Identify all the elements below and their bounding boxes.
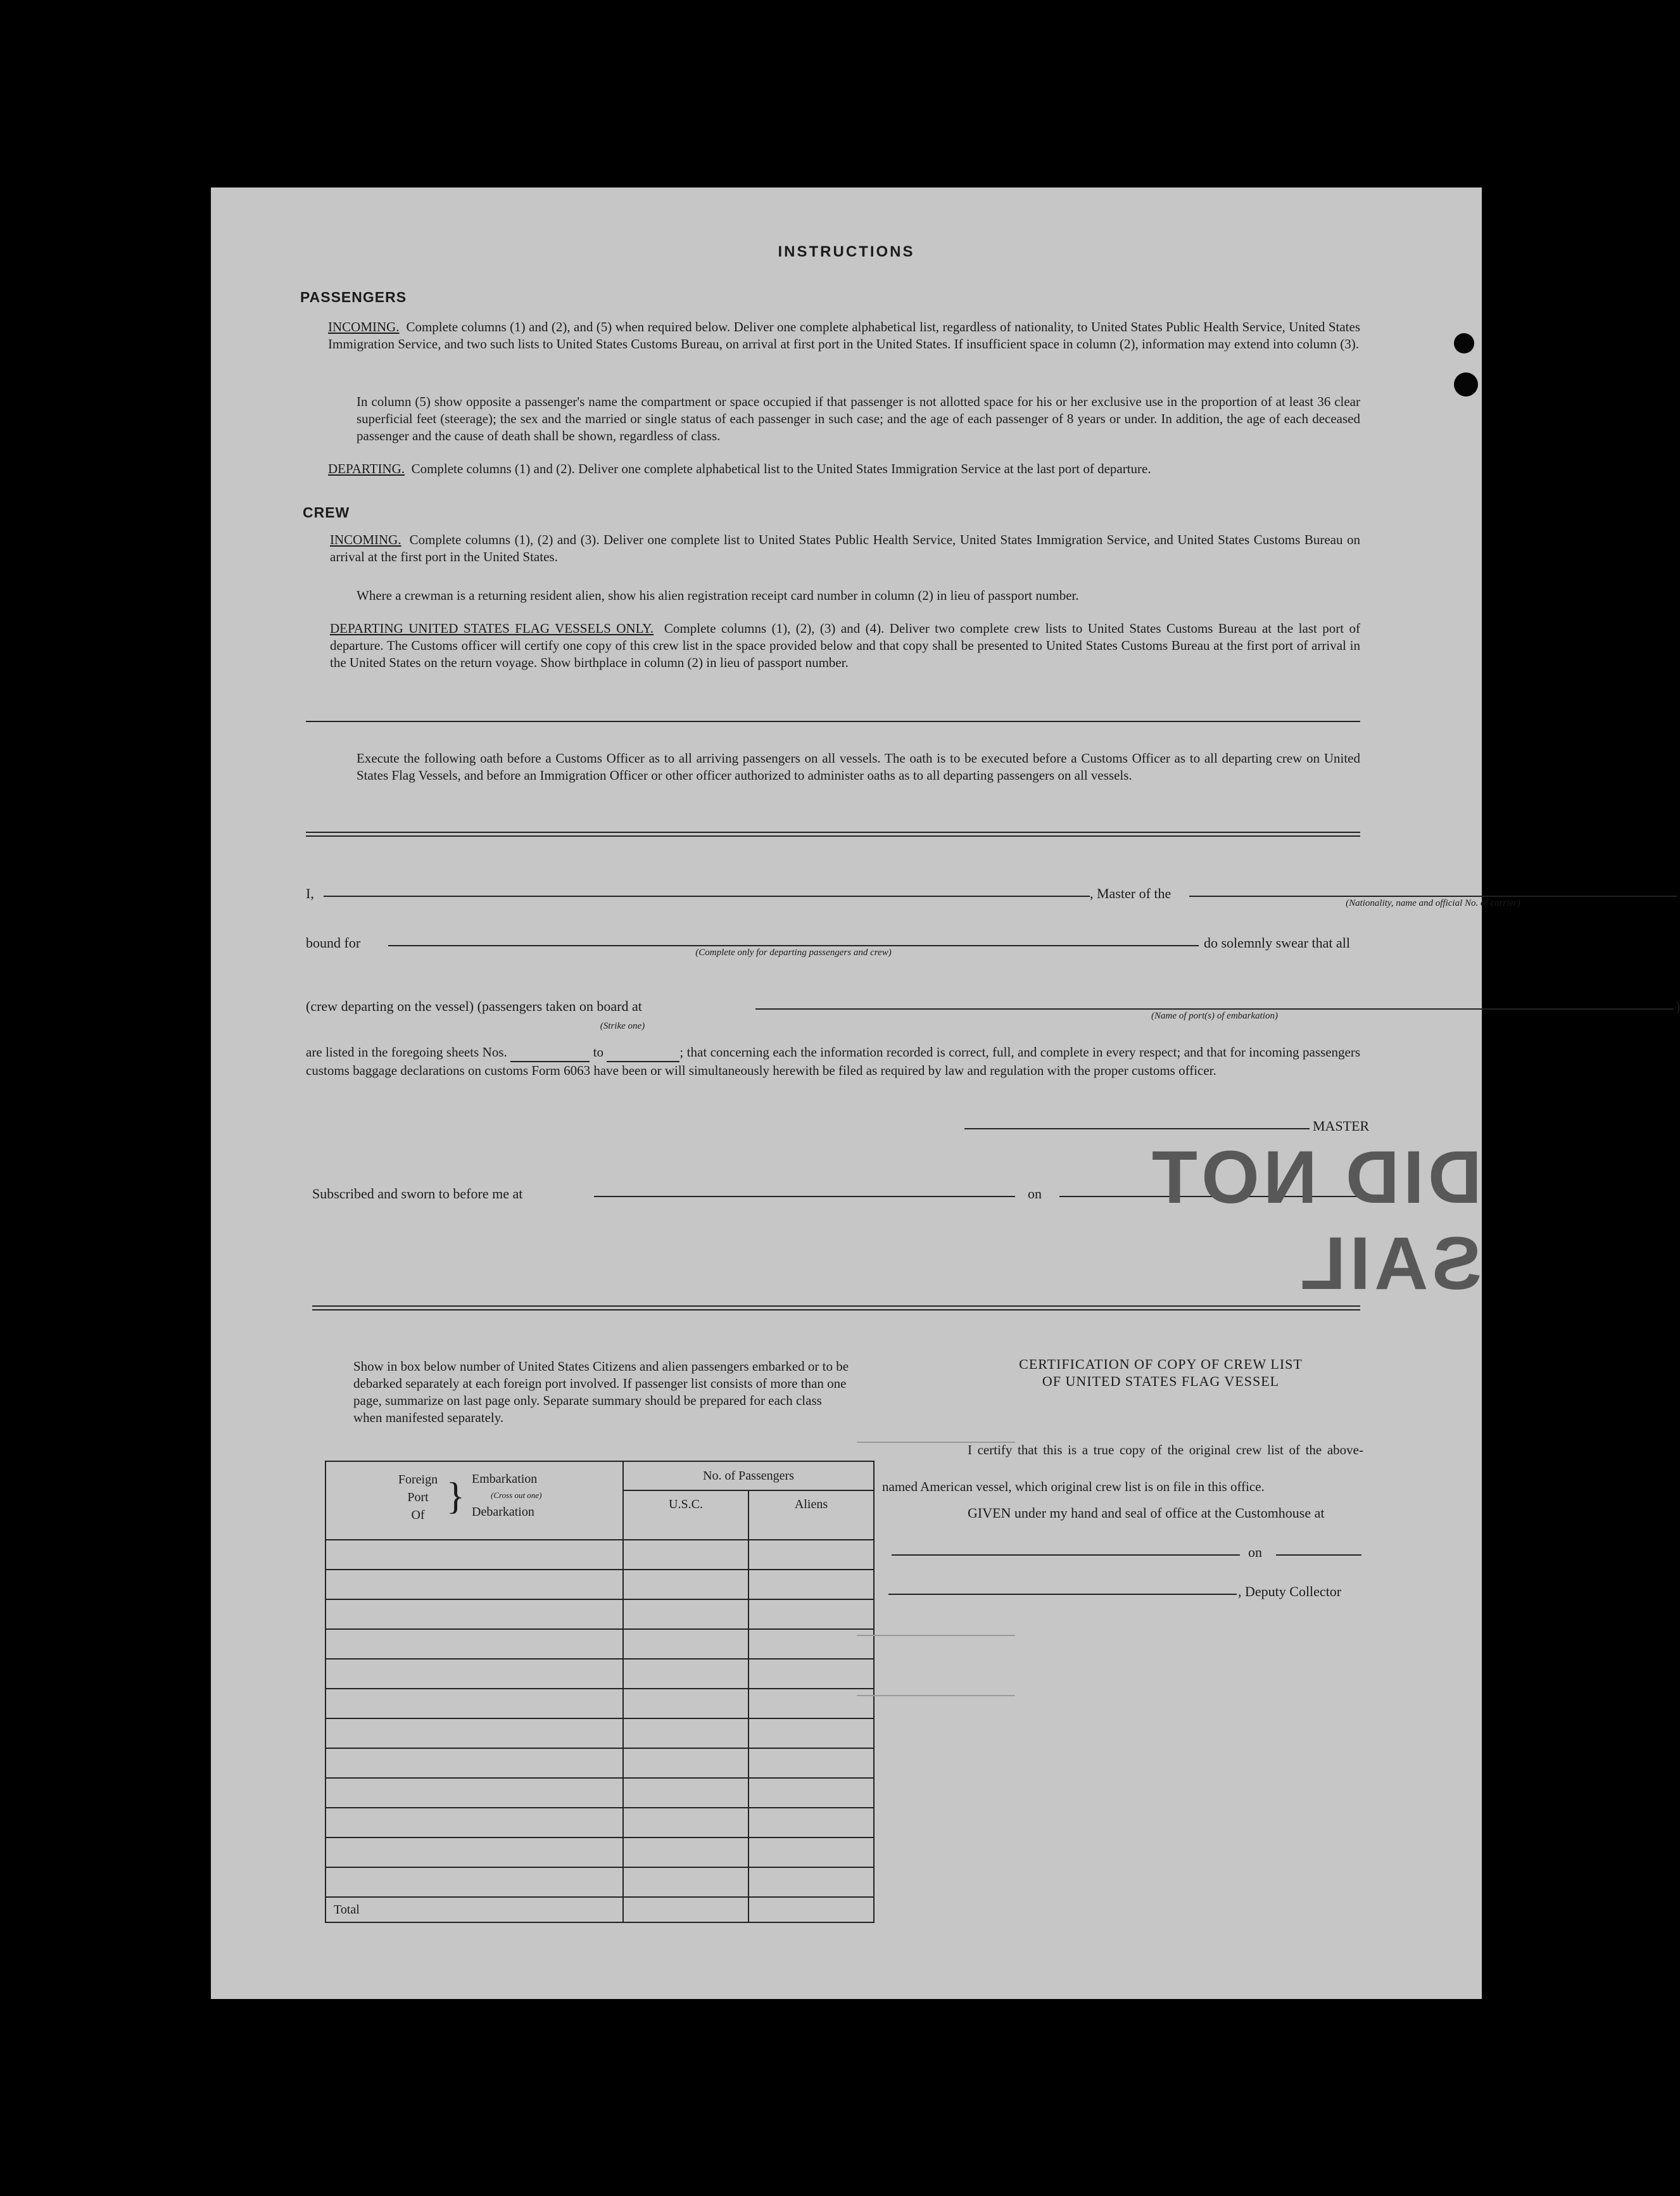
master-signature-field[interactable] [964, 1128, 1310, 1129]
crew-heading: CREW [303, 504, 350, 521]
aliens-cell[interactable] [748, 1629, 874, 1659]
did-not-sail-stamp: DID NOT SAIL [1147, 1136, 1482, 1305]
page-title: INSTRUCTIONS [778, 243, 915, 260]
port-cell[interactable] [325, 1599, 623, 1629]
port-cell[interactable] [325, 1689, 623, 1718]
document-sheet [211, 187, 1680, 1999]
port-cell[interactable] [325, 1748, 623, 1778]
usc-cell[interactable] [623, 1778, 748, 1808]
aliens-cell[interactable] [748, 1659, 874, 1689]
deputy-signature-field[interactable] [888, 1594, 1237, 1595]
usc-total-cell[interactable] [623, 1897, 748, 1922]
table-row [325, 1659, 874, 1689]
listed-b-text: ; that concerning each the information recorded is correct, full, and complete in every respect; and that for incoming passengers customs baggage declarations on customs Form 6063 have been or will simultaneously herewith be filed as required by law and regulation with the proper customs officer. [306, 1044, 1361, 1078]
port-cell[interactable] [325, 1659, 623, 1689]
number-header-cell [623, 1461, 874, 1540]
aliens-total-cell[interactable] [748, 1897, 874, 1922]
divider-line [306, 721, 1360, 722]
bound-for-field[interactable] [388, 945, 1199, 946]
crossout-label: (Cross out one) [491, 1490, 542, 1500]
oath-instruction-text: Execute the following oath before a Customs Officer as to all arriving passengers on all vessels. The oath is to be executed before a Customs Officer as to all departing crew on United States Flag Vessels, and before an Immigration Officer or other officer authorized to administer oaths as to all departing passengers on all vessels. [357, 751, 1360, 783]
usc-cell[interactable] [623, 1748, 748, 1778]
sheet-to-field[interactable] [607, 1044, 679, 1062]
crew-departing [330, 620, 1360, 671]
number-header: No. of Passengers [624, 1462, 873, 1491]
passengers-departing-text: Complete columns (1) and (2). Deliver one complete alphabetical list to the United States Immigration Service at the last port of departure. [411, 461, 1151, 476]
aliens-cell[interactable] [748, 1748, 874, 1778]
port-header-cell [325, 1461, 623, 1540]
port-label: Port [407, 1490, 429, 1504]
crew-incoming-text: Complete columns (1), (2) and (3). Deliver one complete list to United States Public Health Service, United States Immigration Service, and United States Customs Bureau on arrival at the first port in the United States. [330, 532, 1361, 564]
passengers-column5 [357, 393, 1360, 445]
solemnly-swear-label: do solemnly swear that all [1204, 935, 1350, 951]
usc-cell[interactable] [623, 1540, 748, 1570]
listed-a-text: are listed in the foregoing sheets Nos. [306, 1044, 507, 1060]
table-row [325, 1689, 874, 1718]
passengers-departing-label: DEPARTING. [328, 461, 405, 476]
table-row [325, 1778, 874, 1808]
subscribed-label: Subscribed and sworn to before me at [312, 1186, 523, 1202]
aliens-cell[interactable] [748, 1718, 874, 1748]
aliens-cell[interactable] [748, 1867, 874, 1897]
listed-sheets-paragraph [306, 1044, 1360, 1079]
usc-cell[interactable] [623, 1570, 748, 1599]
port-cell[interactable] [325, 1808, 623, 1837]
port-cell[interactable] [325, 1837, 623, 1867]
usc-header: U.S.C. [624, 1491, 749, 1539]
usc-cell[interactable] [623, 1808, 748, 1837]
certification-statement: I certify that this is a true copy of the original crew list of the above-named American vessel, which original crew list is on file in this office. [882, 1442, 1363, 1494]
passengers-departing [328, 460, 1360, 478]
table-row [325, 1837, 874, 1867]
usc-cell[interactable] [623, 1837, 748, 1867]
table-row [325, 1867, 874, 1897]
passengers-heading: PASSENGERS [300, 289, 407, 305]
port-cell[interactable] [325, 1778, 623, 1808]
deputy-label: , Deputy Collector [1238, 1584, 1342, 1599]
total-row [325, 1897, 874, 1922]
foreign-label: Foreign [398, 1473, 438, 1487]
aliens-cell[interactable] [748, 1778, 874, 1808]
crew-departing-text: Complete columns (1), (2), (3) and (4). Deliver two complete crew lists to United States Customs Bureau at the last port of departure. The Customs officer will certify one copy of this crew list in the space provided below and that copy shall be presented to United States Customs Bureau at the first port of arrival in the United States on the return voyage. Show birthplace in column (2) in lieu of passport number. [330, 621, 1360, 670]
crew-resident-text: Where a crewman is a returning resident alien, show his alien registration receipt card number in column (2) in lieu of passport number. [357, 588, 1079, 603]
port-cell[interactable] [325, 1867, 623, 1897]
usc-cell[interactable] [623, 1689, 748, 1718]
usc-cell[interactable] [623, 1659, 748, 1689]
table-row [325, 1599, 874, 1629]
port-cell[interactable] [325, 1629, 623, 1659]
customhouse-field[interactable] [892, 1554, 1240, 1556]
certification-date-field[interactable] [1276, 1554, 1361, 1556]
crew-departing-label: DEPARTING UNITED STATES FLAG VESSELS ONLY. [330, 621, 654, 636]
usc-cell[interactable] [623, 1867, 748, 1897]
usc-cell[interactable] [623, 1629, 748, 1659]
master-label: MASTER [1313, 1118, 1370, 1134]
showthrough-line [857, 1442, 1015, 1443]
master-name-field[interactable] [324, 896, 1090, 897]
certification-title [952, 1355, 1370, 1390]
certification-title-2: OF UNITED STATES FLAG VESSEL [1042, 1373, 1280, 1389]
table-row [325, 1748, 874, 1778]
passengers-column5-text: In column (5) show opposite a passenger's name the compartment or space occupied if that passenger is not allotted space for his or her exclusive use in the proportion of at least 36 clear superficial feet (steerage); the sex and the married or single status of each passenger in such case; and the age of each passenger of 8 years or under. In addition, the age of each deceased passenger and the cause of death shall be shown, regardless of class. [357, 394, 1360, 443]
port-header [389, 1471, 446, 1524]
showthrough-line [857, 1635, 1015, 1636]
crew-resident [357, 587, 1360, 604]
certification-title-1: CERTIFICATION OF COPY OF CREW LIST [1019, 1356, 1303, 1372]
embarkation-port-field[interactable] [755, 1008, 1674, 1010]
nationality-note: (Nationality, name and official No. of carrier) [1346, 898, 1520, 908]
punch-hole-mark [1454, 333, 1474, 353]
debarkation-label: Debarkation [472, 1505, 534, 1519]
embark-header [472, 1471, 541, 1520]
oath-instruction [357, 750, 1360, 784]
sheet-from-field[interactable] [510, 1044, 590, 1062]
certification-on-label: on [1248, 1544, 1262, 1560]
aliens-cell[interactable] [748, 1808, 874, 1837]
table-row [325, 1808, 874, 1837]
port-cell[interactable] [325, 1540, 623, 1570]
brace-icon: } [446, 1475, 465, 1517]
passengers-incoming-text: Complete columns (1) and (2), and (5) when required below. Deliver one complete alphabetical list, regardless of nationality, to United States Public Health Service, United States Immigration Service, and two such lists to United States Customs Bureau, on arrival at first port in the United States. If insufficient space in column (2), information may extend into column (3). [328, 319, 1360, 352]
crew-departing-label: (crew departing on the vessel) (passengers taken on board at [306, 998, 642, 1014]
complete-only-note: (Complete only for departing passengers and crew) [695, 948, 892, 958]
of-label: Of [411, 1508, 425, 1522]
aliens-cell[interactable] [748, 1540, 874, 1570]
master-of-label: , Master of the [1090, 885, 1172, 901]
vessel-name-field[interactable] [1189, 896, 1677, 897]
given-label: GIVEN under my hand and seal of office at the Customhouse at [968, 1505, 1325, 1521]
port-cell[interactable] [325, 1570, 623, 1599]
aliens-cell[interactable] [748, 1599, 874, 1629]
oath-i-label: I, [306, 885, 314, 901]
summary-instruction-text: Show in box below number of United States Citizens and alien passengers embarked or to be debarked separately at each foreign port involved. If passenger list consists of more than one page, summarize on last page only. Separate summary should be prepared for each class when manifested separately. [353, 1359, 849, 1425]
summary-instruction [353, 1358, 850, 1426]
port-cell[interactable] [325, 1718, 623, 1748]
aliens-cell[interactable] [748, 1837, 874, 1867]
close-paren: ) [1676, 998, 1680, 1014]
aliens-cell[interactable] [748, 1689, 874, 1718]
total-label: Total [325, 1897, 623, 1922]
embarkation-label: Embarkation [472, 1472, 538, 1486]
listed-to-text: to [593, 1044, 603, 1060]
bound-for-label: bound for [306, 935, 361, 951]
punch-hole-mark [1454, 372, 1478, 397]
aliens-header: Aliens [794, 1497, 828, 1511]
usc-cell[interactable] [623, 1599, 748, 1629]
double-divider [306, 832, 1360, 837]
passengers-incoming [328, 319, 1360, 353]
strike-one-note: (Strike one) [600, 1021, 645, 1031]
crew-incoming [330, 531, 1360, 566]
showthrough-line [857, 1695, 1015, 1696]
usc-cell[interactable] [623, 1718, 748, 1748]
crew-incoming-label: INCOMING. [330, 532, 401, 547]
subscribed-on-label: on [1028, 1186, 1042, 1202]
passenger-summary-table [325, 1461, 875, 1923]
table-row [325, 1570, 874, 1599]
port-note: (Name of port(s) of embarkation) [1151, 1011, 1278, 1021]
table-row [325, 1540, 874, 1570]
table-row [325, 1718, 874, 1748]
aliens-cell[interactable] [748, 1570, 874, 1599]
subscribed-place-field[interactable] [594, 1196, 1015, 1197]
passengers-incoming-label: INCOMING. [328, 319, 400, 334]
table-row [325, 1629, 874, 1659]
